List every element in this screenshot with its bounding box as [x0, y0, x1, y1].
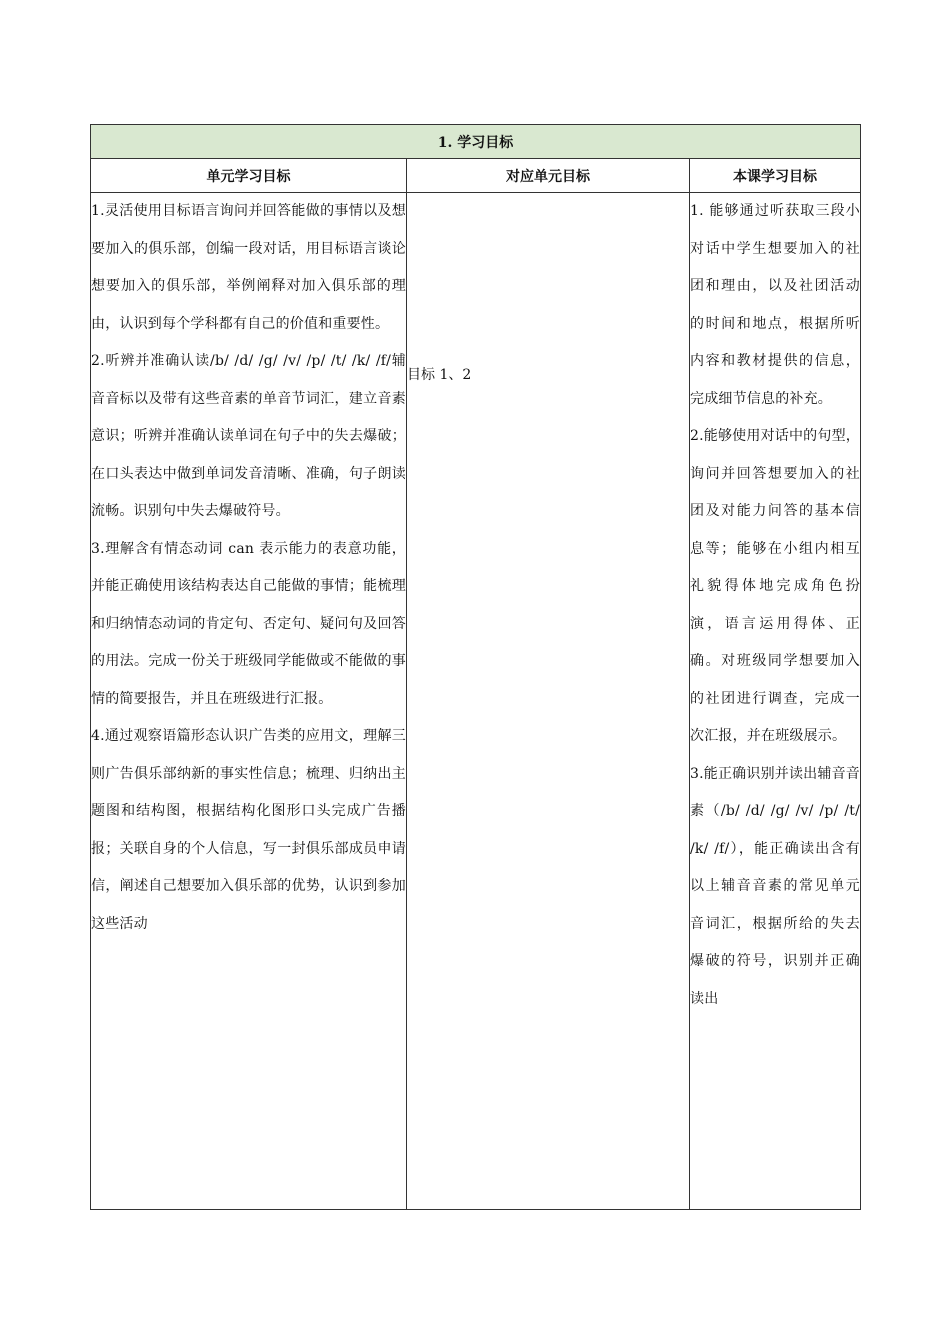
- table-header-row: [91, 159, 861, 193]
- unit-goal-3: 3.理解含有情态动词 can 表示能力的表意功能，并能正确使用该结构表达自己能做的事情；能梳理和归纳情态动词的肯定句、否定句、疑问句及回答的用法。完成一份关于班级同学能做或不能做的事情的简要报告，并且在班级进行汇报。: [91, 540, 406, 707]
- mapped-goal-text: 目标 1、2: [407, 367, 472, 383]
- mapped-goals-cell: [407, 193, 690, 1210]
- lesson-goal-2: 2.能够使用对话中的句型，询问并回答想要加入的社团及对能力问答的基本信息等；能够在小组内相互礼貌得体地完成角色扮演，语言运用得体、正确。对班级同学想要加入的社团进行调查，完成一次汇报，并在班级展示。: [690, 428, 860, 744]
- header-unit-goals: 单元学习目标: [91, 159, 407, 193]
- lesson-goal-1: 1. 能够通过听获取三段小对话中学生想要加入的社团和理由，以及社团活动的时间和地点，根据所听内容和教材提供的信息，完成细节信息的补充。: [690, 203, 860, 407]
- unit-goal-4: 4.通过观察语篇形态认识广告类的应用文，理解三则广告俱乐部纳新的事实性信息；梳理、归纳出主题图和结构图，根据结构化图形口头完成广告播报；关联自身的个人信息，写一封俱乐部成员申请信，阐述自己想要加入俱乐部的优势，认识到参加这些活动: [91, 728, 406, 932]
- lesson-goal-3: 3.能正确识别并读出辅音音素（/b/ /d/ /g/ /v/ /p/ /t/ /k/ /f/），能正确读出含有以上辅音音素的常见单元音词汇，根据所给的失去爆破的符号，识别并正确读出: [690, 765, 860, 1007]
- header-lesson-goals: 本课学习目标: [690, 159, 861, 193]
- table-title-row: [91, 125, 861, 159]
- unit-goal-1: 1.灵活使用目标语言询问并回答能做的事情以及想要加入的俱乐部，创编一段对话，用目标语言谈论想要加入的俱乐部，举例阐释对加入俱乐部的理由，认识到每个学科都有自己的价值和重要性。: [91, 203, 406, 332]
- unit-goals-cell: [91, 193, 407, 1210]
- lesson-goals-cell: [690, 193, 861, 1210]
- table-row: [91, 193, 861, 1210]
- learning-goals-table: [90, 124, 861, 1210]
- header-mapped-goals: 对应单元目标: [407, 159, 690, 193]
- table-title: 1. 学习目标: [91, 125, 861, 159]
- unit-goal-2: 2.听辨并准确认读/b/ /d/ /g/ /v/ /p/ /t/ /k/ /f/辅音音标以及带有这些音素的单音节词汇，建立音素意识；听辨并准确认读单词在句子中的失去爆破；在口头表达中做到单词发音清晰、准确，句子朗读流畅。识别句中失去爆破符号。: [91, 353, 406, 519]
